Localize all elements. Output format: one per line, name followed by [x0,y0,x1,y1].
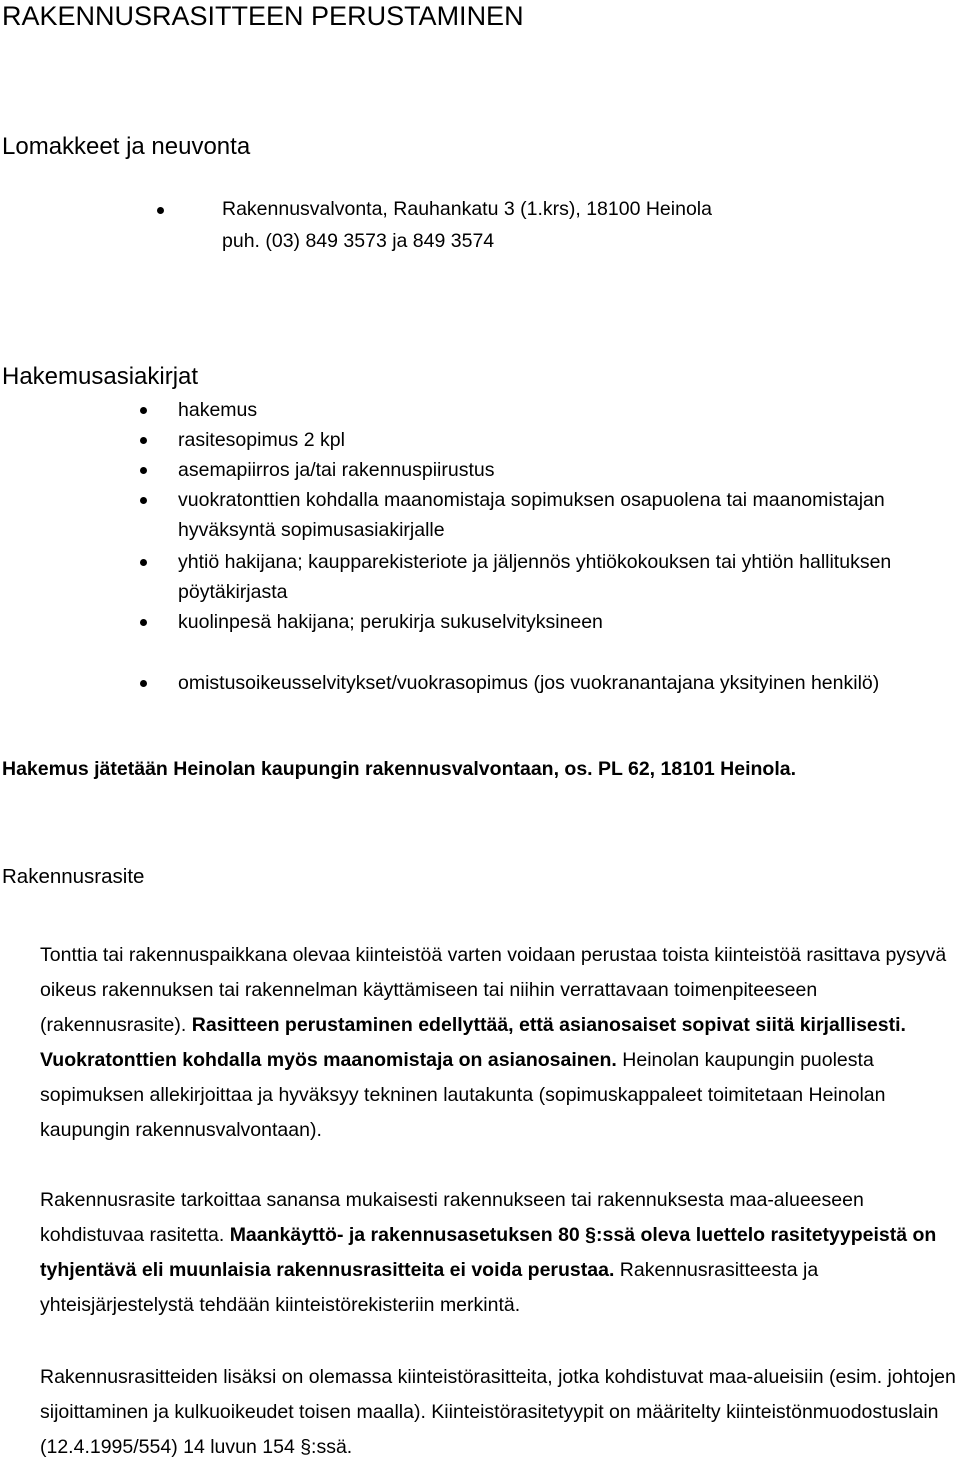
bullet-icon [140,559,147,566]
bullet-icon [140,497,147,504]
easement-paragraph-2: Rakennusrasite tarkoittaa sanansa mukaisesti rakennukseen tai rakennuksesta maa-alueeseen kohdistuvaa rasitetta. Maankäyttö- ja rakennusasetuksen 80 §:ssä oleva luettelo rasitetyypeistä on tyhjentävä eli muunlaisia rakennusrasitteita ei voida perustaa. Rakennusrasitteesta ja yhteisjärjestelystä tehdään kiinteistörekisteriin merkintä. [40,1189,937,1316]
bullet-icon [140,680,147,687]
bullet-icon [140,619,147,626]
bullet-icon [140,467,147,474]
easement-paragraph-1: Tonttia tai rakennuspaikkana olevaa kiinteistöä varten voidaan perustaa toista kiinteistöä rasittava pysyvä oikeus rakennuksen tai rakennelman käyttämiseen tai niihin verrattavaan toimenpiteeseen (rakennusrasite). Rasitteen perustaminen edellyttää, että asianosaiset sopivat siitä kirjallisesti. Vuokratonttien kohdalla myös maanomistaja on asianosainen. Heinolan kaupungin puolesta sopimuksen allekirjoittaa ja hyväksyy tekninen lautakunta (sopimuskappaleet toimitetaan Heinolan kaupungin rakennusvalvontaan). [40,944,947,1141]
submit-note: Hakemus jätetään Heinolan kaupungin rakennusvalvontaan, os. PL 62, 18101 Heinola. [2,758,796,780]
contact-phone: puh. (03) 849 3573 ja 849 3574 [222,230,495,252]
documents-heading: Hakemusasiakirjat [2,363,199,390]
document-item: yhtiö hakijana; kaupparekisteriote ja jäljennös yhtiökokouksen tai yhtiön hallituksen [178,551,892,573]
bullet-icon [140,407,147,414]
forms-heading: Lomakkeet ja neuvonta [2,133,251,160]
easement-paragraph-3: Rakennusrasitteiden lisäksi on olemassa kiinteistörasitteita, jotka kohdistuvat maa-alueisiin (esim. johtojen sijoittaminen ja kulkuoikeudet toisen maalla). Kiinteistörasitetyypit on määritelty kiinteistönmuodostuslain (12.4.1995/554) 14 luvun 154 §:ssä. [40,1366,956,1458]
page-title: RAKENNUSRASITTEEN PERUSTAMINEN [2,1,524,31]
easement-heading: Rakennusrasite [2,865,145,888]
document-item: kuolinpesä hakijana; perukirja sukuselvityksineen [178,611,603,633]
document-item: asemapiirros ja/tai rakennuspiirustus [178,459,495,481]
document-item: vuokratonttien kohdalla maanomistaja sopimuksen osapuolena tai maanomistajan [178,489,885,511]
bullet-icon [140,437,147,444]
document-item-continued: hyväksyntä sopimusasiakirjalle [178,519,445,541]
document-item: rasitesopimus 2 kpl [178,429,345,451]
contact-address: Rakennusvalvonta, Rauhankatu 3 (1.krs), 18100 Heinola [222,198,712,220]
document-item-continued: pöytäkirjasta [178,581,288,603]
bullet-icon [157,207,164,214]
document-item: omistusoikeusselvitykset/vuokrasopimus (jos vuokranantajana yksityinen henkilö) [178,672,880,694]
document-item: hakemus [178,399,258,421]
